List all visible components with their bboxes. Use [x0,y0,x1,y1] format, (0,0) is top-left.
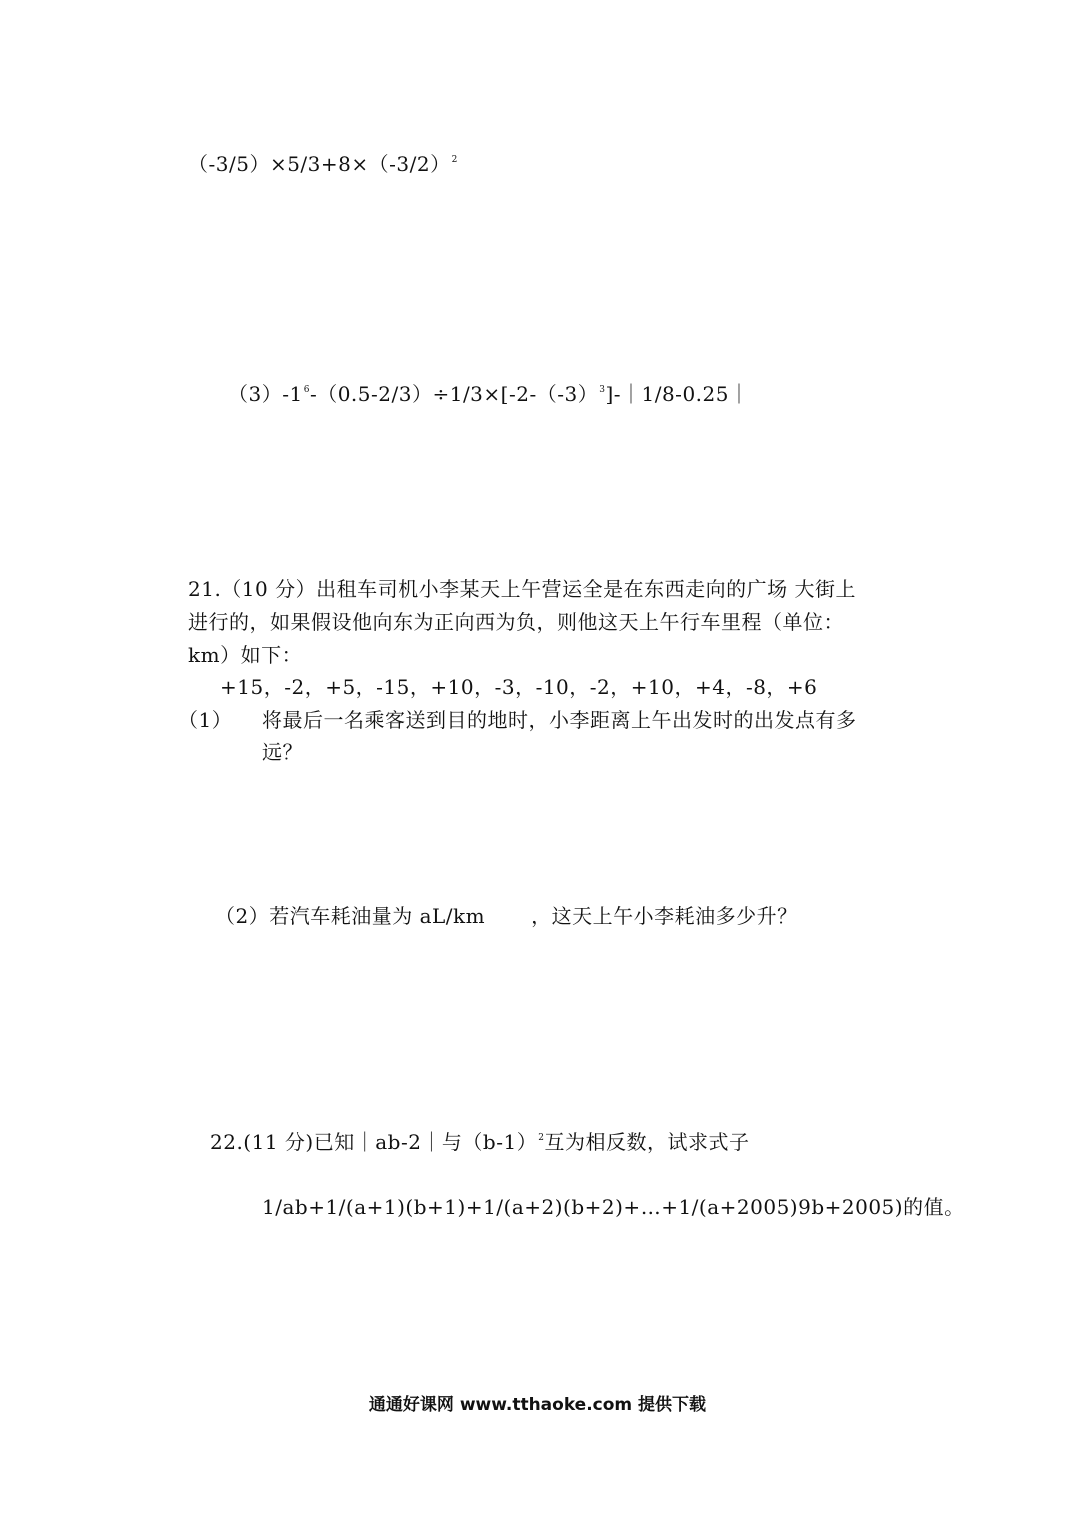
question-21-sub2 [215,902,798,930]
expression-3-exponent1: 6 [303,385,310,395]
question-21-line-3: km）如下： [188,643,303,667]
expression-3-exponent2: 3 [599,385,606,395]
question-22-line-1-b: 互为相反数，试求式子 [544,1130,750,1154]
expression-3-part1: （3）-1 [228,382,303,406]
question-21-sub1-line-2: 远？ [262,740,303,764]
question-22-line-1 [210,1128,749,1156]
question-22-line-1-a: 22.(11 分)已知｜ab-2｜与（b-1） [210,1130,538,1154]
question-21-sub2-part-a: （2）若汽车耗油量为 aL/km [215,904,486,928]
page-footer: 通通好课网 www.tthaoke.com 提供下载 [368,1395,707,1415]
question-21-values: +15，-2，+5，-15，+10，-3，-10，-2，+10，+4，-8，+6 [220,675,818,699]
expression-3 [228,380,749,408]
expression-2 [188,150,458,178]
question-22-line-2: 1/ab+1/(a+1)(b+1)+1/(a+2)(b+2)+…+1/(a+2005)9b+2005)的值。 [262,1195,965,1219]
question-21-sub2-part-b: ，这天上午小李耗油多少升？ [531,904,798,928]
expression-3-part3: ]-｜1/8-0.25｜ [605,382,750,406]
expression-2-exponent: 2 [451,155,458,165]
question-21-line-1: 21.（10 分）出租车司机小李某天上午营运全是在东西走向的广场 大街上 [188,577,856,601]
question-22-exponent: 2 [538,1133,545,1143]
question-21-sub1-label: （1） [178,708,233,732]
question-21-sub1-line-1: 将最后一名乘客送到目的地时，小李距离上午出发时的出发点有多 [262,708,857,732]
expression-3-part2: -（0.5-2/3）÷1/3×[-2-（-3） [309,382,599,406]
expression-2-text: （-3/5）×5/3+8×（-3/2） [188,152,451,176]
question-21-line-2: 进行的，如果假设他向东为正向西为负，则他这天上午行车里程（单位： [188,610,844,634]
